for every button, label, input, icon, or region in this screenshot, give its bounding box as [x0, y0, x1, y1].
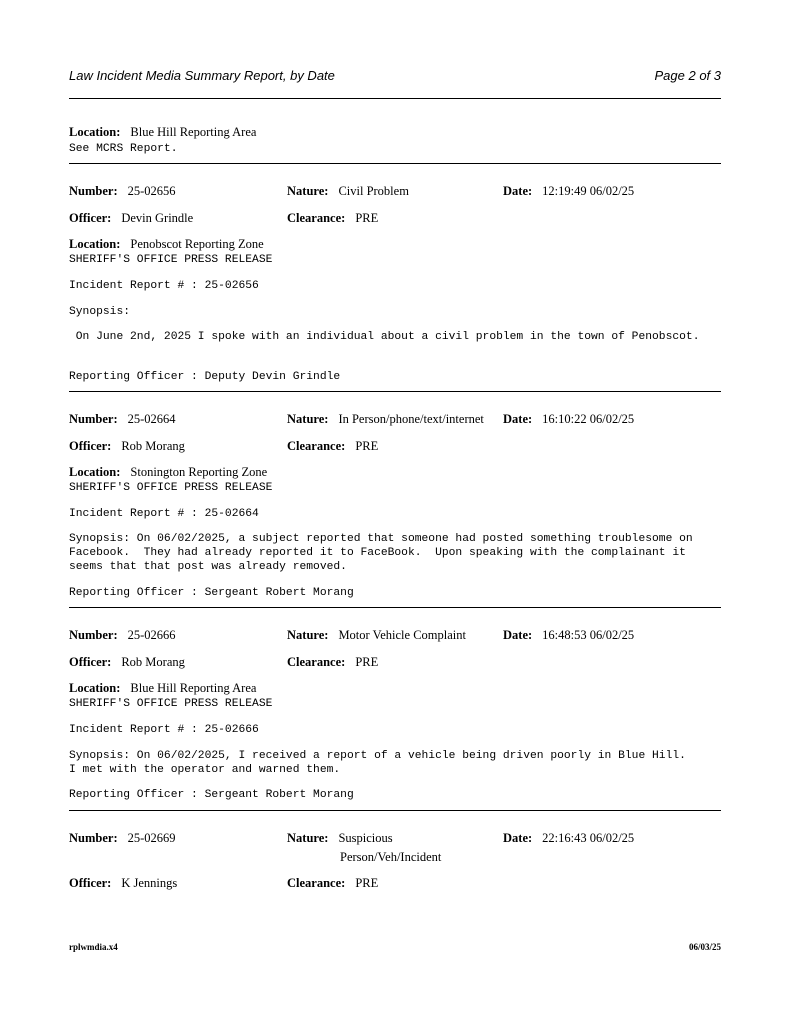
synopsis-line: Synopsis: On 06/02/2025, a subject reported that someone had posted something troublesome on — [69, 533, 693, 545]
press-release: SHERIFF'S OFFICE PRESS RELEASE — [69, 698, 273, 710]
press-release: SHERIFF'S OFFICE PRESS RELEASE — [69, 254, 273, 266]
intro-location: Location: Blue Hill Reporting Area — [69, 125, 257, 139]
report-title: Law Incident Media Summary Report, by Date — [69, 68, 335, 83]
reporting-officer: Reporting Officer : Sergeant Robert Morang — [69, 587, 354, 599]
record-clearance: Clearance: PRE — [287, 211, 379, 225]
record-location: Location: Stonington Reporting Zone — [69, 465, 268, 479]
record-nature: Nature: Civil Problem — [287, 184, 409, 198]
synopsis-line: Synopsis: On 06/02/2025, I received a report of a vehicle being driven poorly in Blue Hill. — [69, 750, 686, 762]
record-officer: Officer: Devin Grindle — [69, 211, 194, 225]
synopsis-line: I met with the operator and warned them. — [69, 764, 341, 776]
synopsis-line: seems that that post was already removed. — [69, 561, 347, 573]
press-release: SHERIFF'S OFFICE PRESS RELEASE — [69, 482, 273, 494]
intro-text: See MCRS Report. — [69, 143, 178, 155]
record-nature: Nature: Suspicious — [287, 831, 393, 845]
record-number: Number: 25-02664 — [69, 412, 176, 426]
incident-report: Incident Report # : 25-02664 — [69, 508, 259, 520]
record-clearance: Clearance: PRE — [287, 439, 379, 453]
record-date: Date: 12:19:49 06/02/25 — [503, 184, 635, 198]
record-date: Date: 16:10:22 06/02/25 — [503, 412, 635, 426]
page-number: Page 2 of 3 — [654, 68, 721, 83]
record-location: Location: Blue Hill Reporting Area — [69, 681, 257, 695]
header-divider — [69, 98, 721, 99]
record-nature: Nature: In Person/phone/text/internet — [287, 412, 484, 426]
incident-report: Incident Report # : 25-02666 — [69, 724, 259, 736]
reporting-officer: Reporting Officer : Sergeant Robert Morang — [69, 789, 354, 801]
incident-report: Incident Report # : 25-02656 — [69, 280, 259, 292]
record-number: Number: 25-02669 — [69, 831, 176, 845]
record-officer: Officer: Rob Morang — [69, 655, 185, 669]
record-clearance: Clearance: PRE — [287, 655, 379, 669]
footer-report-id: rplwmdia.x4 — [69, 942, 118, 952]
record-date: Date: 22:16:43 06/02/25 — [503, 831, 635, 845]
record-officer: Officer: Rob Morang — [69, 439, 185, 453]
record-location: Location: Penobscot Reporting Zone — [69, 237, 264, 251]
record-divider — [69, 391, 721, 392]
synopsis-line: Facebook. They had already reported it to FaceBook. Upon speaking with the complainant it — [69, 547, 686, 559]
synopsis-line: Synopsis: — [69, 306, 131, 318]
synopsis-line: On June 2nd, 2025 I spoke with an individual about a civil problem in the town of Penobscot. — [69, 331, 700, 343]
footer-date: 06/03/25 — [688, 942, 721, 952]
record-nature-continued: Person/Veh/Incident — [340, 850, 442, 864]
record-divider — [69, 163, 721, 164]
record-divider — [69, 607, 721, 608]
record-officer: Officer: K Jennings — [69, 876, 178, 890]
record-date: Date: 16:48:53 06/02/25 — [503, 628, 635, 642]
reporting-officer: Reporting Officer : Deputy Devin Grindle — [69, 371, 341, 383]
report-header — [69, 68, 721, 88]
record-clearance: Clearance: PRE — [287, 876, 379, 890]
record-number: Number: 25-02666 — [69, 628, 176, 642]
record-divider — [69, 810, 721, 811]
record-number: Number: 25-02656 — [69, 184, 176, 198]
record-nature: Nature: Motor Vehicle Complaint — [287, 628, 466, 642]
